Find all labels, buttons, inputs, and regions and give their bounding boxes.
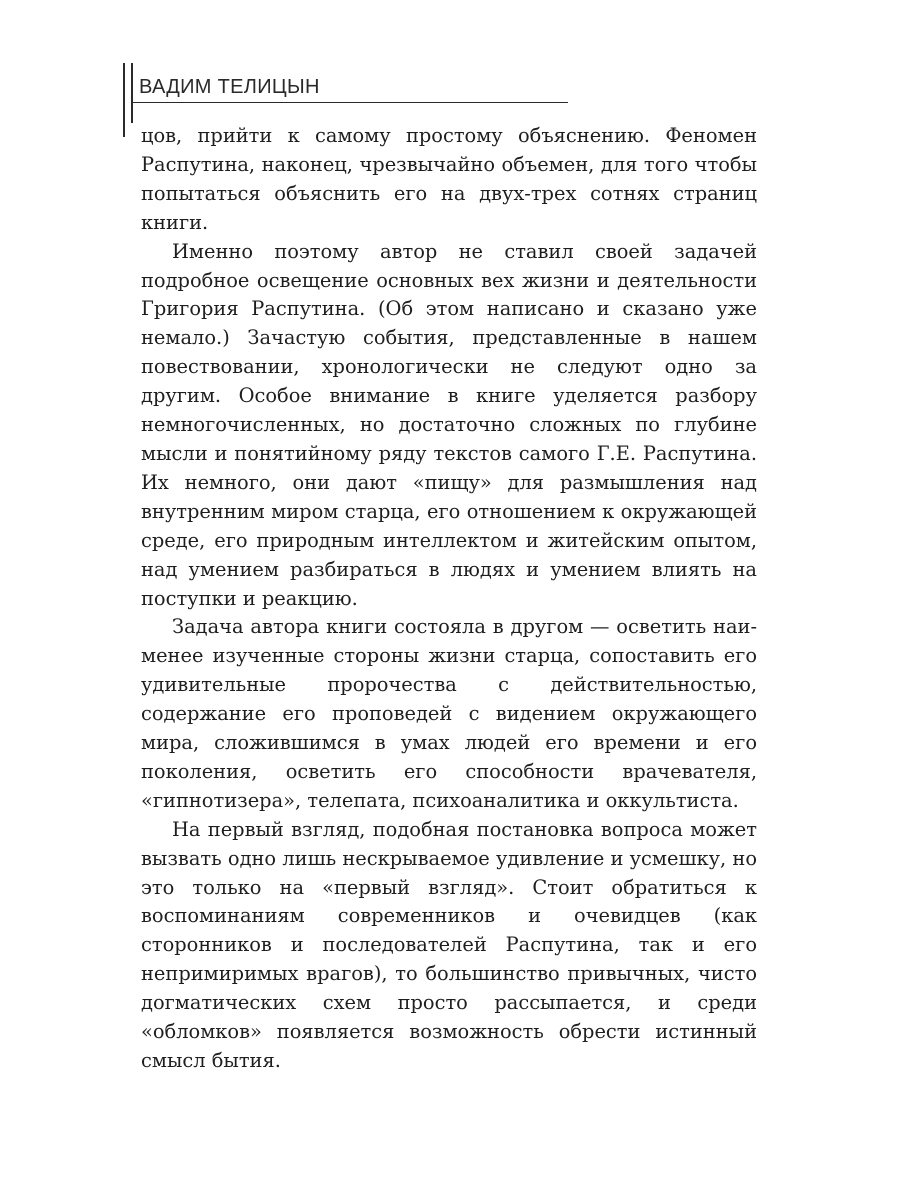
- paragraph: Именно поэтому автор не ставил своей задачей подробное освещение основных вех жизни и деятельности Григория Распутина. (Об этом написано и сказано уже немало.) Зачастую события, представленные в нашем повествовании, хронологически не следуют одно за другим. Особое внимание в книге уделяется разбору немногочисленных, но достаточно сложных по глубине мысли и понятийному ряду текстов самого Г.Е. Распутина. Их немного, они дают «пищу» для размышления над внутренним миром старца, его отношением к окружающей среде, его природным интеллектом и житейским опытом, над умением разбираться в людях и умением влиять на поступки и реакцию.: [141, 239, 757, 610]
- paragraph-continued: цов, прийти к самому простому объяснению. Феномен Распутина, наконец, чрезвычайно объемен, для того чтобы попытаться объяснить его на двух-трех сотнях страниц книги.: [141, 124, 757, 234]
- running-head-author: ВАДИМ ТЕЛИЦЫН: [139, 76, 320, 98]
- body-text: [141, 122, 757, 1076]
- header-horizontal-rule: [131, 102, 568, 103]
- paragraph: На первый взгляд, подобная постановка вопроса может вызвать одно лишь нескрываемое удивление и усмешку, но это только на «первый взгляд». Стоит обратиться к воспоминаниям современников и очевидцев (как сторонников и последователей Распутина, так и его непримиримых врагов), то большинство привычных, чисто догматических схем просто рассыпается, и среди «обломков» появляется возможность обрести истинный смысл бытия.: [141, 817, 757, 1072]
- paragraph: Задача автора книги состояла в другом — осветить наименее изученные стороны жизни старца, сопоставить его удивительные пророчества с действительностью, содержание его проповедей с видением окружающего мира, сложившимся в умах людей его времени и его поколения, осветить его способности врачевателя, «гипнотизера», телепата, психоаналитика и оккультиста.: [141, 615, 757, 812]
- header-vertical-rule-inner: [131, 63, 133, 123]
- header-vertical-rule-outer: [123, 63, 125, 137]
